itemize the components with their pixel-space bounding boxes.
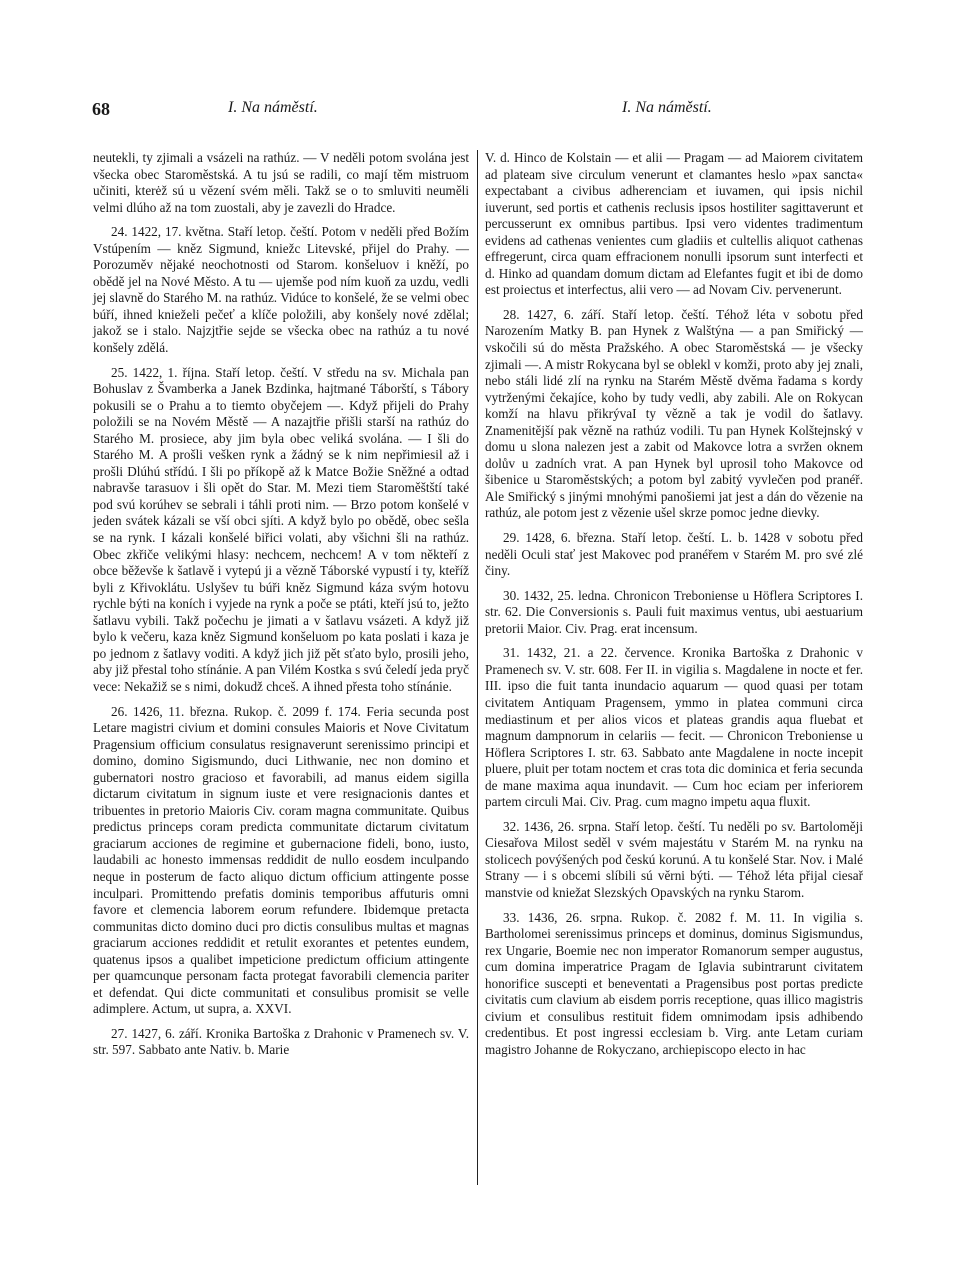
entry-28: 28. 1427, 6. září. Staří letop. čeští. Téhož léta v sobotu před Narozením Matky B. pan Hynek z Walštýna — a pan Smiřický — vskočili sú do města Pražského. A obec Staroměstská — je všecky zjimali —. A mistr Rokycana byl se oblekl v komži, proto aby jej znali, nebo stáli lidé zlí na rynku na Starém Městě dvěma řadama s kordy vytrženými čekajíce, koho by tudy vedli, aby zabili. Ale on Rokycan komží na hlavu přikrývaI ty vězně a tak je vodil do šatlavy. Znamenitější pak vězně na rathúz vodili. Tu pan Hynek Kolštejnský v domu u slona nalezen jest a zabit od Makovce lotra a svržen oknem dolův u zadních vrat. A pan Hynek byl uprosil toho Makovce od šibenice u Staroměstských; a potom byl zabitý vyvlečen pod pranéř. Ale Smiřický s jinými mnohými panošiemi jat jest a dán do vězenie na rathúz, ale potom jest z vězenie ušel skrze pomoc jedne dievky. [485, 306, 863, 521]
entry-33: 33. 1436, 26. srpna. Rukop. č. 2082 f. M. 11. In vigilia s. Bartholomei serenissimus princeps et dominus, dominus Sigismundus, rex Ungarie, Boemie nec non imperator Romanorum semper augustus, cum domina imperatrice Pragam de Iglavia subintrarunt civitatem honorifice suscepti et beneventati a Pragensibus post portas predicte civitatis cum clavium ab eisdem porris receptione, quas illico magistris civium et consulibus restituit fidem omnimodam ipsis adhibendo credentibus. Et post ingressi ecclesiam b. Virg. ante Letam curiam magistro Johanne de Rokyczano, archiepiscopo electo in hac [485, 909, 863, 1057]
paragraph-continued: neutekli, ty zjimali a vsázeli na rathúz. — V neděli potom svolána jest všecka obec Staroměstská. A tu jsú se radili, co mají těm mistruom učiniti, kterėž sú u vězení svém měli. Takž se o to smluviti neuměli velmi dlúho až na tom zuostali, aby je zavezli do Hradce. [93, 150, 469, 215]
running-head-left: I. Na náměstí. [228, 99, 318, 116]
entry-27: 27. 1427, 6. září. Kronika Bartoška z Drahonic v Pramenech sv. V. str. 597. Sabbato ante Nativ. b. Marie [93, 1025, 469, 1058]
entry-26: 26. 1426, 11. března. Rukop. č. 2099 f. 174. Feria secunda post Letare magistri civium et domini consules Maioris et Nove Civitatum Pragensium officium consulatus resignaverunt serenissimo principi et domino, domino Sigismundo, duci Lithwanie, nec non domino et gubernatori nostro gracioso et favorabili, ad manus eidem sigilla dictarum civitatum in signum iuste et vere resignacionis dantes et tribuentes in pretorio Maioris Civ. coram magna communitate. Quibus predictus princeps coram predicta communitate dictarum civitatum graciarum acciones de regimine et gubernacione fideli, bono, iusto, laudabili ac honesto immensas reddidit de nullo eosdem inculpando neque in posterum de facto aliquo dictum officium attingente posse inculpari. Promittendo prefatis dominis temporibus affuturis omni favore et clemencia laborem eorum refundere. Ibidemque pretacta communitas dicto domino duci pro dictis consulibus multas et magnas graciarum acciones reddidit et retulit exorantes et petentes eundem, quatenus ipsos a qualibet impeticione predictum officium attingente per quamcunque personam facta protegat favorabili clemencia pariter et defendat. Qui dicte communitati et consulibus promisit se velle adimplere. Actum, ut supra, a. XXVI. [93, 703, 469, 1017]
paragraph-continued-right: V. d. Hinco de Kolstain — et alii — Pragam — ad Maiorem civitatem ad plateam sive circulum venerunt et clamantes heslo »pax sancta« expectabant a civibus adherenciam et iuvamen, qui ipsis nichil iuverunt, sed portis et cathenis reclusis ipsos hostiliter sagittaverunt et percusserunt ex omnibus partibus. Ipsi vero videntes tradimentum evidens ad cathenas venientes cum gladiis et cultellis aliquot cathenas effregerunt, circa quam effracionem nonulli ipsorum sunt interfecti et d. Hinko ad quandam domum dictam ad Elefantes fugit et ibi de domo est proiectus et interfectus, alii vero — ad Novam Civ. pervenerunt. [485, 150, 863, 298]
entry-31: 31. 1432, 21. a 22. července. Kronika Bartoška z Drahonic v Pramenech sv. V. str. 608. Fer II. in vigilia s. Magdalene in nocte et fer. III. ipso die fuit tanta inundacio aquarum — quod quasi per totam civitatem Antiquam Pragensem, ymmo in platea communi circa mediastinum et per alios vicos et plateas grandis aqua fluebat et magnum dampnorum in celariis — fecit. — Chronicon Treboniense u Höflera Scriptores I. str. 63. Sabbato ante Magdalene in nocte incepit pluere, pluit per totam noctem et cras tota dic dominica et feria secunda de mane maxima aqua inundavit. — Cum hoc eciam per inferiorem partem circuli Mai. Civ. Prag. cum magno impetu aqua fluxit. [485, 645, 863, 810]
entry-25: 25. 1422, 1. října. Staří letop. čeští. V středu na sv. Michala pan Bohuslav z Švamberka a Janek Bzdinka, hajtmané Táborští, s Tábory pokusili se o Prahu a to tiemto obyčejem —. Když přijeli do Prahy položili se na Novém Městě — A nazajtřie přišli starší na rathúz do Starého M. prosiece, aby jim byla obec veliká svolána. — I šli do Starého M. A prošli vešken rynk a žádný se k nim nepřimiesil až i prošli Dlúhú střídú. I šli po příkopě až k Matce Božie Sněžné a odtad nabravše tarasuov i šli opět do Star. M. Mezi tiem Staroměštští také pod svú korúhev se sebrali i táhli proti nim. — Brzo potom konšelé v jeden svátek kázali se vší obci sjíti. A když bylo po obědě, obec sešla se na rynk. I kázali konšelé biřici volati, aby všichni šli na rathúz. Obec zkřiče velikými hlasy: nechcem, nechcem! A v tom někteří z obce běževše k šatlavě i vytepú ji a vězně Táborské vypustí i ty, kteříž byli z Křivoklátu. Uslyšev tu búři kněz Sigmund káza svým hotovu rychle býti na koních i vyjede na rynk a poče se ptáti, kteří jsú to, ježto šatlavu vybili. Takž počechu je jimati a v šatlavu vsázeti. A když již bylo k večeru, kaza kněz Sigmund konšeluom po kata poslati i kaza je po jednom z šatlavy voditi. A když jich již pět sťato bylo, prosili jeho, aby již přestal toho stínánie. A pan Vilém Kostka s svú čeledí jeda pryč vece: Nekažiž se s nimi, dokudž chceš. A ihned přesta toho stínánie. [93, 364, 469, 694]
entry-30: 30. 1432, 25. ledna. Chronicon Treboniense u Höflera Scriptores I. str. 62. Die Conversionis s. Pauli fuit maximus ventus, ubi aestuarium pretorii Maior. Civ. Prag. erat incensum. [485, 587, 863, 636]
column-divider [477, 150, 478, 1185]
page-number: 68 [92, 99, 110, 119]
entry-32: 32. 1436, 26. srpna. Staří letop. čeští. Tu neděli po sv. Bartoloměji Ciesařova Milost seděl v svém majestátu v Starém M. na rynku na stolicech povýšených pod českú korunú. A tu konšelé Star. Nov. i Malé Strany — i s obcemi slíbili sú věrni býti. — Téhož léta přijal ciesař manstvie od kniežat Slezských Opavských na rynku Starom. [485, 818, 863, 900]
running-head-right: I. Na náměstí. [622, 99, 712, 116]
left-column [93, 150, 469, 1067]
entry-29: 29. 1428, 6. března. Staří letop. čeští. L. b. 1428 v sobotu před neděli Oculi stať jest Makovec pod pranéřem v Starém M. pro své zlé činy. [485, 530, 863, 579]
entry-24: 24. 1422, 17. května. Staří letop. čeští. Potom v neděli před Božím Vstúpením — kněz Sigmund, kniežc Litevské, přijel do Prahy. — Porozuměv nějaké neochotnosti od Starom. konšeluov i kněží, po obědě jel na Nové Město. A tu — ujemše pod ním kuoň za uzdu, vedli jej slavně do Starého M. na rathúz. Vidúce to konšelé, že se velmi obec búří, ihned knieželi pečeť a klíče položili, aby konšely nové zdělal; jakož se i stalo. Najzjtřie sejde se všecka obec na rathúz a tu nové konšely zdělá. [93, 224, 469, 356]
right-column [485, 150, 863, 1066]
